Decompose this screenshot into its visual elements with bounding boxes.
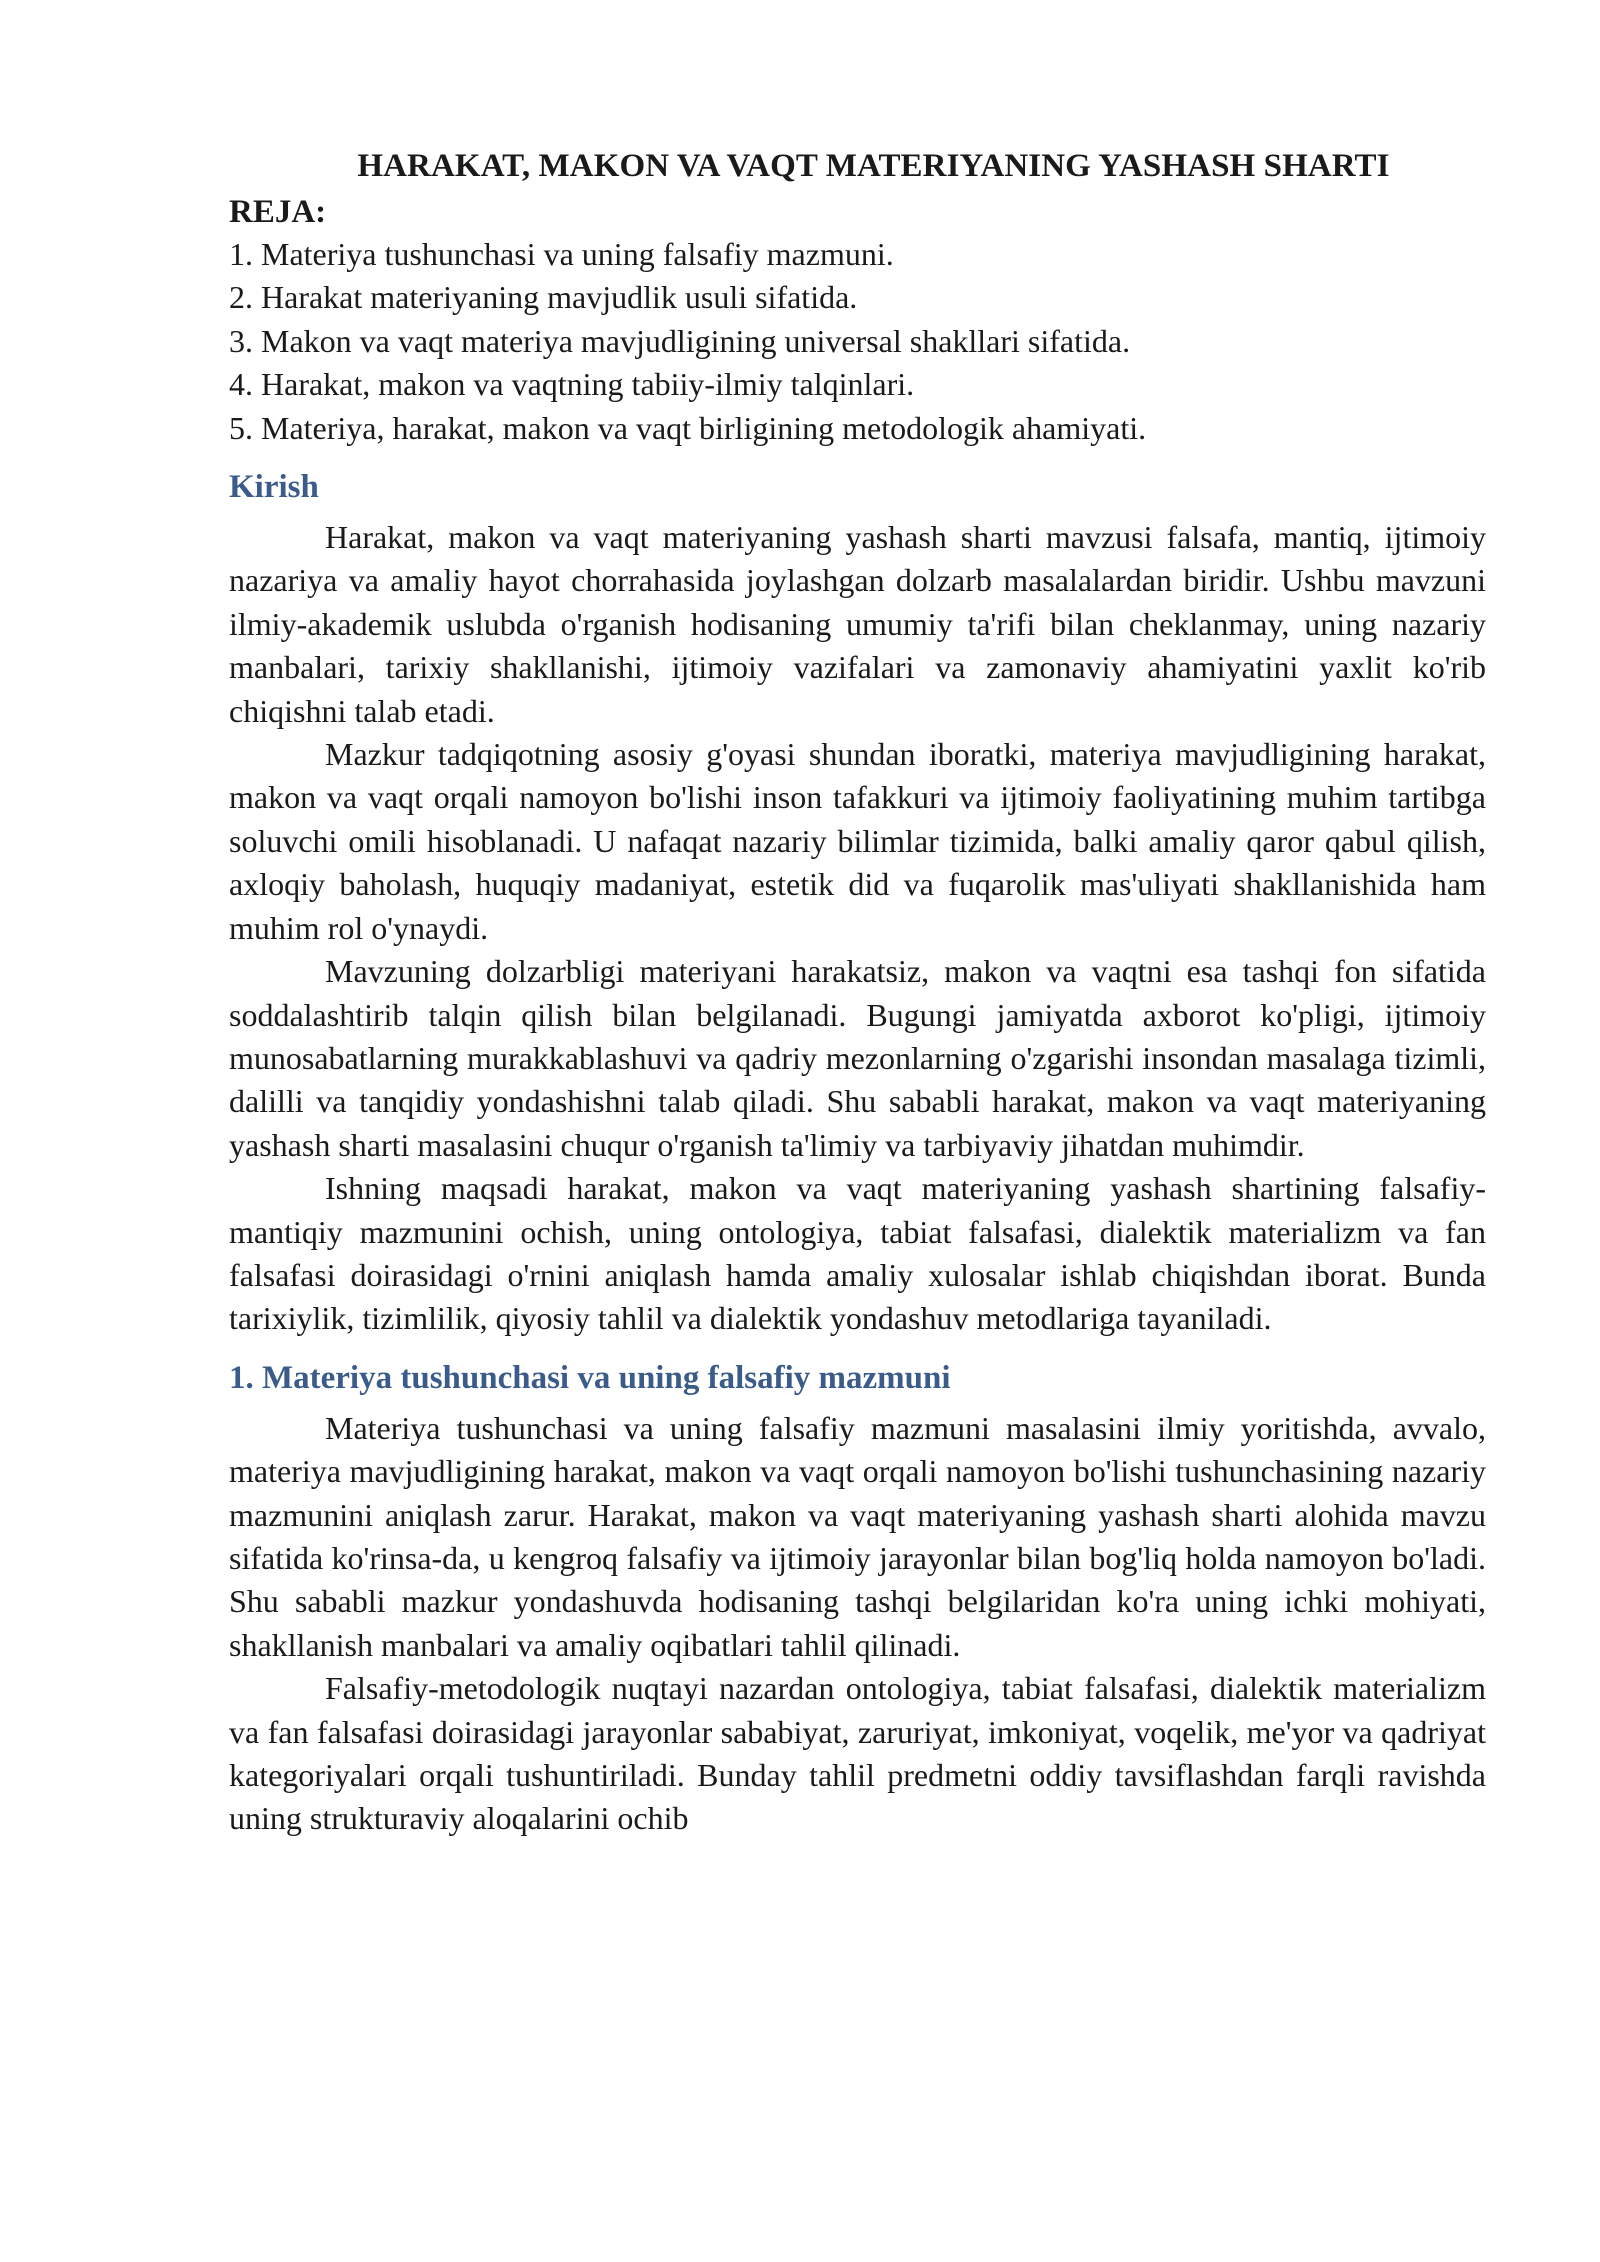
- plan-item: 2. Harakat materiyaning mavjudlik usuli sifatida.: [229, 279, 858, 316]
- plan-list: [229, 233, 1486, 450]
- section-1: [229, 1355, 1486, 1841]
- body-paragraph: Materiya tushunchasi va uning falsafiy mazmuni masalasini ilmiy yoritishda, avvalo, materiya mavjudligining harakat, makon va vaqt orqali namoyon bo'lishi tushunchasining nazariy mazmunini aniqlash zarur. Harakat, makon va vaqt materiyaning yashash sharti alohida mavzu sifatida ko'rinsa-da, u kengroq falsafiy va ijtimoiy jarayonlar bilan bog'liq holda namoyon bo'ladi. Shu sababli mazkur yondashuvda hodisaning tashqi belgilaridan ko'ra uning ichki mohiyati, shakllanish manbalari va amaliy oqibatlari tahlil qilinadi.: [229, 1409, 1486, 1663]
- body-paragraph: Mazkur tadqiqotning asosiy g'oyasi shundan iboratki, materiya mavjudligining harakat, makon va vaqt orqali namoyon bo'lishi inson tafakkuri va ijtimoiy faoliyatining muhim tartibga soluvchi omili hisoblanadi. U nafaqat nazariy bilimlar tizimida, balki amaliy qaror qabul qilish, axloqiy baholash, huquqiy madaniyat, estetik did va fuqarolik mas'uliyati shakllanishida ham muhim rol o'ynaydi.: [229, 736, 1486, 946]
- plan-item: 4. Harakat, makon va vaqtning tabiiy-ilmiy talqinlari.: [229, 366, 915, 403]
- section-heading: 1. Materiya tushunchasi va uning falsafiy mazmuni: [229, 1359, 951, 1396]
- body-paragraph: Harakat, makon va vaqt materiyaning yashash sharti mavzusi falsafa, mantiq, ijtimoiy nazariya va amaliy hayot chorrahasida joylashgan dolzarb masalalardan biridir. Ushbu mavzuni ilmiy-akademik uslubda o'rganish hodisaning umumiy ta'rifi bilan cheklanmay, uning nazariy manbalari, tarixiy shakllanishi, ijtimoiy vazifalari va zamonaviy ahamiyatini yaxlit ko'rib chiqishni talab etadi.: [229, 519, 1486, 729]
- body-paragraph: Mavzuning dolzarbligi materiyani harakatsiz, makon va vaqtni esa tashqi fon sifatida soddalashtirib talqin qilish bilan belgilanadi. Bugungi jamiyatda axborot ko'pligi, ijtimoiy munosabatlarning murakkablashuvi va qadriy mezonlarning o'zgarishi insondan masalaga tizimli, dalilli va tanqidiy yondashishni talab qiladi. Shu sababli harakat, makon va vaqt materiyaning yashash sharti masalasini chuqur o'rganish ta'limiy va tarbiyaviy jihatdan muhimdir.: [229, 953, 1486, 1163]
- section-heading: Kirish: [229, 469, 319, 506]
- page-content: [229, 145, 1486, 1841]
- plan-label: REJA:: [229, 194, 327, 230]
- document-title: HARAKAT, MAKON VA VAQT MATERIYANING YASHASH SHARTI: [357, 148, 1390, 184]
- plan-item: 3. Makon va vaqt materiya mavjudligining universal shakllari sifatida.: [229, 322, 1131, 359]
- plan-item: 1. Materiya tushunchasi va uning falsafiy mazmuni.: [229, 236, 894, 272]
- section-introduction: [229, 464, 1486, 1341]
- body-paragraph: Falsafiy-metodologik nuqtayi nazardan ontologiya, tabiat falsafasi, dialektik materializm va fan falsafasi doirasidagi jarayonlar sababiyat, zaruriyat, imkoniyat, voqelik, me'yor va qadriyat kategoriyalari orqali tushuntiriladi. Bunday tahlil predmetni oddiy tavsiflashdan farqli ravishda uning strukturaviy aloqalarini ochib: [229, 1670, 1486, 1837]
- plan-item: 5. Materiya, harakat, makon va vaqt birligining metodologik ahamiyati.: [229, 409, 1147, 446]
- body-paragraph: Ishning maqsadi harakat, makon va vaqt materiyaning yashash shartining falsafiy-mantiqiy mazmunini ochish, uning ontologiya, tabiat falsafasi, dialektik materializm va fan falsafasi doirasidagi o'rnini aniqlash hamda amaliy xulosalar ishlab chiqishdan iborat. Bunda tarixiylik, tizimlilik, qiyosiy tahlil va dialektik yondashuv metodlariga tayaniladi.: [229, 1170, 1486, 1337]
